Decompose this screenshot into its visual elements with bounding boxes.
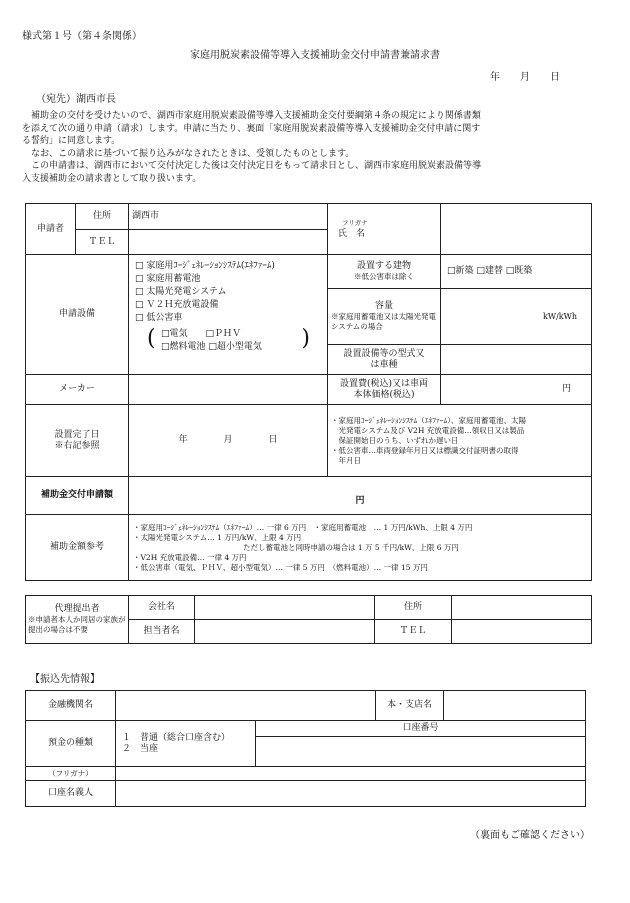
reference-line: ・V2H 充放電設備… 一律 4 万円 (133, 552, 247, 562)
completion-note-line: 保証開始日のうち、いずれか遅い日 (331, 435, 459, 445)
left-bracket: ( (147, 326, 156, 351)
reference-line: ・太陽光発電システム… 1 万円/kW、上限 4 万円 (133, 532, 302, 542)
subsidy-label: 補助金交付申請額 (26, 477, 129, 515)
capacity-label: 容量 (374, 301, 393, 311)
completion-note-line: 光発電システム及び V2H 充放電設備…領収日又は製品 (331, 425, 525, 435)
account-number-label: 口座番号 (256, 721, 586, 737)
type-label: 預金の種類 (26, 721, 116, 767)
capacity-unit[interactable]: kW/kWh (441, 289, 592, 345)
person-label: 担当者名 (129, 620, 195, 644)
intro-text (22, 110, 622, 185)
reference-line: ただし蓄電池と同時申請の場合は 1 万 5 千円/kW、上限 6 万円 (243, 542, 459, 552)
application-table (25, 203, 592, 581)
subsidy-yen[interactable]: 円 (129, 477, 592, 515)
company-input[interactable] (195, 596, 375, 620)
form-number: 様式第１号（第４条関係） (22, 31, 142, 42)
agent-address-label: 住所 (375, 596, 452, 620)
tel-input[interactable] (129, 230, 328, 255)
reference-label: 補助金額参考 (26, 515, 129, 581)
completion-note: ※右記参照 (54, 440, 100, 451)
completion-label-cell (26, 405, 129, 477)
name-label: 氏 名 (338, 229, 366, 239)
completion-note-line: ・家庭用ｺｰｼﾞｪﾈﾚｰｼｮﾝｼｽﾃﾑ（ｴﾈﾌｧｰﾑ）、家庭用蓄電池、太陽 (331, 415, 526, 425)
cost-yen[interactable]: 円 (441, 375, 592, 405)
equipment-option[interactable]: □ Ｖ２Ｈ充放電設備 (135, 300, 219, 310)
equipment-option[interactable]: □ 家庭用ｺｰｼﾞｪﾈﾚｰｼｮﾝｼｽﾃﾑ(ｴﾈﾌｧｰﾑ) (135, 261, 275, 271)
model-input[interactable] (441, 345, 592, 375)
furigana-label: （フリガナ） (26, 767, 116, 781)
intro-line: 補助金の交付を受けたいので、湖西市家庭用脱炭素設備等導入支援補助金交付要綱第４条の規定により関係書類 (22, 111, 481, 121)
applicant-label: 申請者 (26, 204, 76, 255)
furigana-label: フリガナ (342, 219, 368, 227)
completion-note-line: ・低公害車…車両登録年月日又は標識交付証明書の取得 (331, 445, 519, 455)
completion-date[interactable]: 年 月 日 (129, 405, 328, 477)
account-number-input[interactable] (256, 737, 586, 767)
equipment-options[interactable] (129, 255, 328, 375)
vehicle-suboptions (147, 327, 324, 355)
reference-list (129, 515, 592, 581)
completion-notes (328, 405, 592, 477)
agent-table (25, 595, 592, 644)
document-title: 家庭用脱炭素設備等導入支援補助金交付申請書兼請求書 (190, 50, 440, 61)
agent-label: 代理提出者 (54, 604, 100, 614)
agent-tel-label: ＴＥＬ (375, 620, 452, 644)
completion-label: 設置完了日 (54, 429, 100, 440)
reference-line: ・低公害車（電気、ＰＨＶ、超小型電気）… 一律 5 万円 （燃料電池）… 一律 15 万円 (133, 562, 428, 572)
building-label-cell (328, 255, 441, 289)
equipment-option[interactable]: □ 低公害車 (135, 313, 183, 323)
intro-line: 入支援補助金の請求書として取り扱います。 (22, 173, 202, 184)
agent-tel-input[interactable] (452, 620, 592, 644)
intro-line: なお、この請求に基づいて振り込みがなされたときは、受領したものとします。 (22, 148, 355, 159)
type-option[interactable]: ２ 当座 (122, 743, 159, 754)
equipment-option[interactable]: □ 太陽光発電システム (135, 287, 227, 297)
intro-line: この申請書は、湖西市において交付決定した後は交付決定日をもって請求日とし、湖西市家庭用脱炭素設備等導 (22, 161, 482, 171)
intro-line: を添えて次の通り申請（請求）します。申請に当たり、裏面「家庭用脱炭素設備等導入支援補助金交付申請に関す (22, 123, 481, 134)
holder-label: 口座名義人 (26, 781, 116, 807)
maker-label: メーカー (26, 375, 129, 405)
bank-table (25, 690, 586, 807)
capacity-note: ※家庭用蓄電池又は太陽光発電システムの場合 (331, 312, 436, 331)
agent-address-input[interactable] (452, 596, 592, 620)
footer-note: （裏面もご確認ください） (470, 830, 590, 841)
reference-line: ・家庭用ｺｰｼﾞｪﾈﾚｰｼｮﾝｼｽﾃﾑ（ｴﾈﾌｧｰﾑ）… 一律 6 万円 ・家庭用蓄電池 … 1 万円/kWh、上限 4 万円 (133, 522, 473, 532)
cost-label: 設置費(税込)又は車両本体価格(税込) (328, 375, 441, 405)
equipment-option[interactable]: □ 家庭用蓄電池 (135, 274, 201, 284)
type-option[interactable]: １ 普通（総合口座含む） (122, 732, 231, 743)
branch-input[interactable] (444, 691, 586, 721)
tel-label: ＴＥＬ (76, 230, 129, 255)
maker-input[interactable] (129, 375, 328, 405)
branch-label: 本・支店名 (376, 691, 444, 721)
institution-label: 金融機関名 (26, 691, 116, 721)
addressee: （宛先）湖西市長 (36, 94, 116, 105)
person-input[interactable] (195, 620, 375, 644)
holder-input[interactable] (116, 781, 586, 807)
capacity-label-cell (328, 289, 441, 345)
address-value[interactable]: 湖西市 (129, 204, 328, 230)
intro-line: る誓約」に同意します。 (22, 136, 121, 146)
vehicle-option-row[interactable]: □燃料電池 □超小型電気 (161, 342, 262, 352)
model-label: 設置設備等の型式又は車種 (328, 345, 441, 375)
right-bracket: ) (301, 326, 310, 351)
agent-label-cell (26, 596, 129, 644)
date-line: 年 月 日 (490, 72, 560, 83)
equipment-label: 申請設備 (26, 255, 129, 375)
address-label: 住所 (76, 204, 129, 230)
furigana-input[interactable] (116, 767, 586, 781)
agent-note: ※申請者本人か同居の家族が提出の場合は不要 (28, 615, 126, 634)
building-label: 設置する建物 (356, 261, 411, 271)
bank-heading: 【振込先情報】 (30, 674, 100, 685)
company-label: 会社名 (129, 596, 195, 620)
name-label-cell (328, 204, 441, 255)
type-options[interactable] (116, 721, 256, 767)
name-input[interactable] (441, 204, 592, 255)
vehicle-option-row[interactable]: □電気 □ＰＨＶ (161, 329, 242, 339)
completion-note-line: 年月日 (331, 455, 361, 465)
building-options[interactable]: □新築 □建替 □既築 (441, 255, 592, 289)
institution-input[interactable] (116, 691, 376, 721)
building-note: ※低公害車は除く (354, 272, 414, 281)
